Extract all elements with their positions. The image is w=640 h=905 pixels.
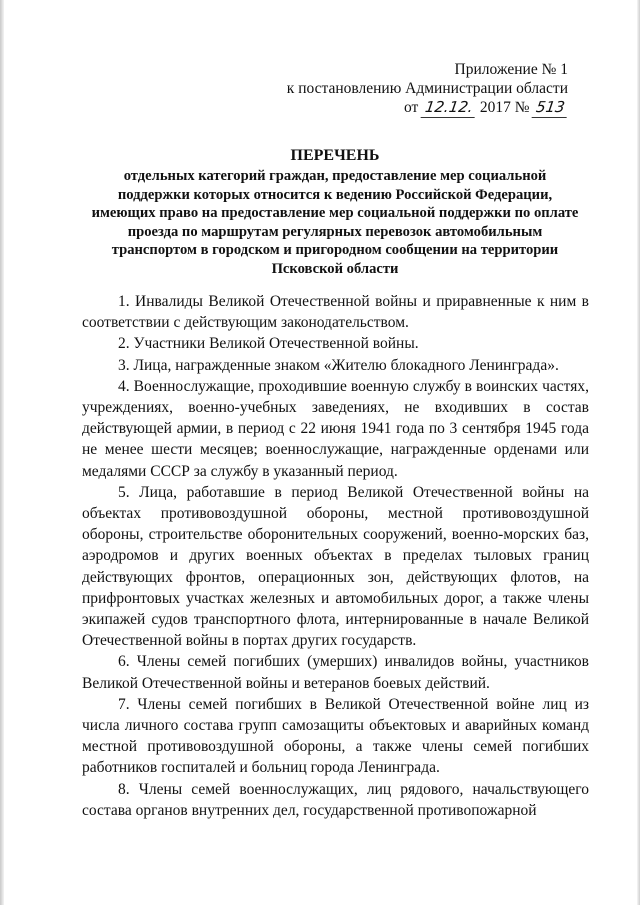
year-number-label: 2017 № — [479, 99, 530, 116]
handwritten-number: 513 — [532, 98, 569, 118]
list-item-7: 7. Члены семей погибших в Великой Отечественной войне лиц из числа личного состава групп самозащиты объектовых и аварийных команд местной противовоздушной обороны, а также члены семей погибших работников госпиталей и больниц города Ленинграда. — [82, 695, 589, 777]
document-body — [82, 291, 589, 821]
title-main: ПЕРЕЧЕНЬ — [290, 147, 380, 164]
scan-edge-left — [0, 0, 4, 905]
document-title — [80, 146, 590, 279]
list-item-8: 8. Члены семей военнослужащих, лиц рядового, начальствующего состава органов внутренних дел, государственной противопожарной — [82, 780, 589, 819]
list-item-2: 2. Участники Великой Отечественной войны. — [118, 335, 419, 353]
subtitle-line: проезда по маршрутам регулярных перевозок автомобильным — [127, 223, 543, 240]
list-item-5: 5. Лица, работавшие в период Великой Отечественной войны на объектах противовоздушной обороны, местной противовоздушной обороны, строительстве оборонительных сооружений, военно-морских баз, аэродромов и других военных объектах в пределах тыловых границ действующих фронтов, операционных зон, действующих флотов, на прифронтовых участках железных и автомобильных дорог, а также члены экипажей судов транспортного флота, интернированные в начале Великой Отечественной войны в портах других государств. — [82, 483, 589, 650]
appendix-reference: к постановлению Администрации области — [286, 80, 568, 97]
appendix-date-line — [268, 98, 568, 118]
subtitle-line: транспортом в городском и пригородном сообщении на территории — [111, 242, 559, 259]
list-item-1: 1. Инвалиды Великой Отечественной войны и приравненные к ним в соответствии с действующим законодательством. — [82, 293, 589, 332]
list-item-6: 6. Члены семей погибших (умерших) инвалидов войны, участников Великой Отечественной войны и ветеранов боевых действий. — [82, 653, 589, 692]
subtitle-line: Псковской области — [271, 260, 399, 277]
appendix-header — [268, 60, 568, 118]
subtitle-line: имеющих право на предоставление мер социальной поддержки по оплате — [91, 205, 579, 222]
date-prefix: от — [404, 99, 419, 116]
appendix-number: Приложение № 1 — [454, 61, 568, 78]
subtitle-line: поддержки которых относится к ведению Российской Федерации, — [117, 186, 553, 203]
subtitle-line: отдельных категорий граждан, предоставление мер социальной — [123, 168, 547, 184]
title-subtitle — [80, 167, 590, 279]
list-item-3: 3. Лица, награжденные знаком «Жителю блокадного Ленинграда». — [118, 356, 559, 374]
handwritten-date: 12.12. — [421, 98, 478, 118]
list-item-4: 4. Военнослужащие, проходившие военную службу в воинских частях, учреждениях, военно-учебных заведениях, не входивших в состав действующей армии, в период с 22 июня 1941 года по 3 сентября 1945 года не менее шести месяцев; военнослужащие, награжденные орденами или медалями СССР за службу в указанный период. — [82, 377, 589, 480]
